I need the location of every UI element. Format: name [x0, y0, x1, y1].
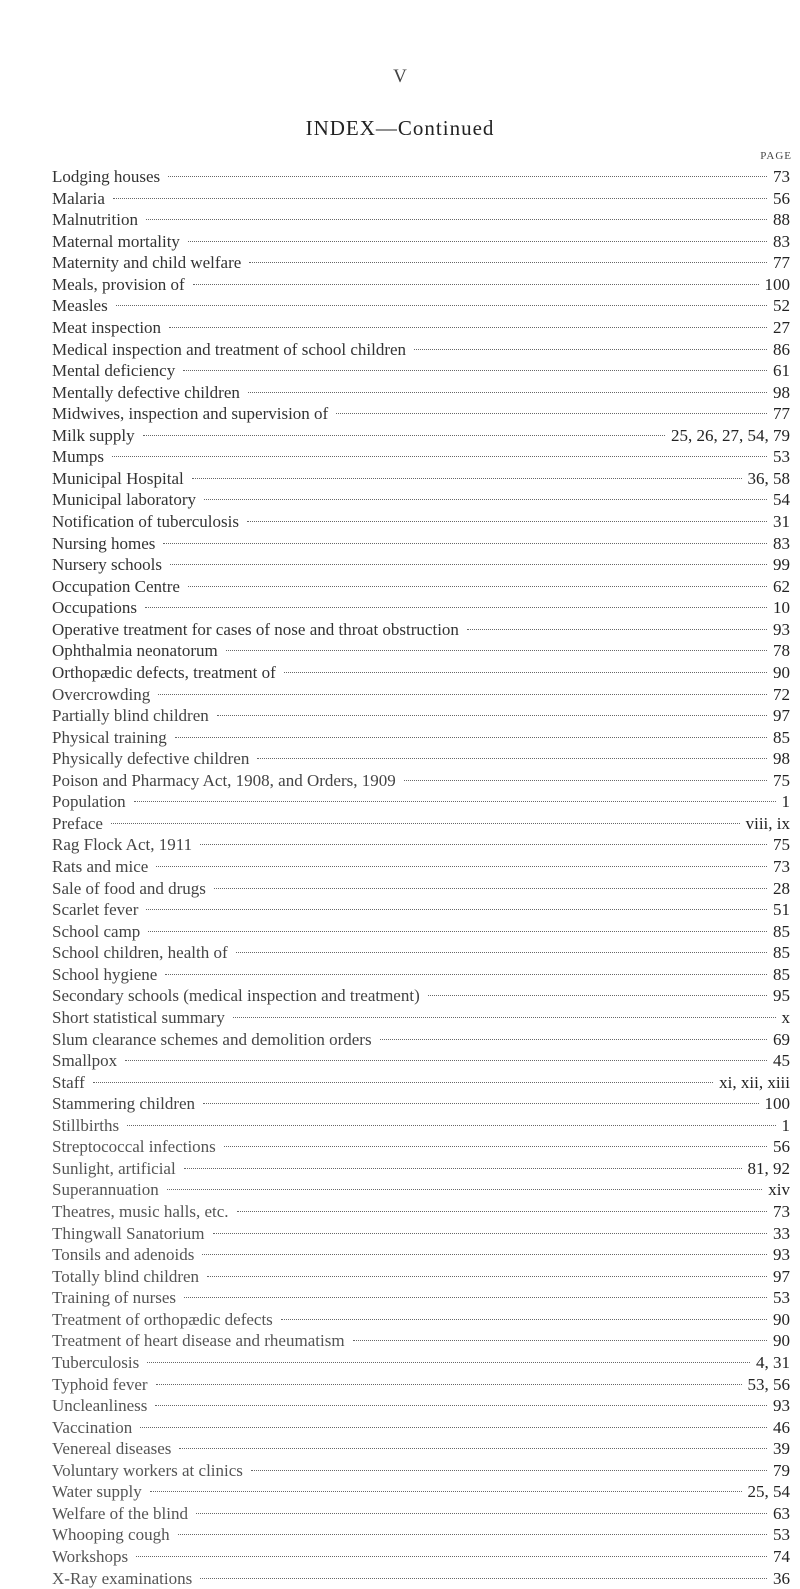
- index-entry-pages: 100: [764, 1094, 790, 1114]
- index-entry-pages: 61: [773, 361, 790, 381]
- index-entry-topic: Typhoid fever: [52, 1374, 148, 1394]
- index-entry-pages: 90: [773, 1331, 790, 1351]
- index-entry-topic: Voluntary workers at clinics: [52, 1460, 243, 1480]
- index-entry-topic: Preface: [52, 813, 103, 833]
- index-entry-topic: Theatres, music halls, etc.: [52, 1202, 229, 1221]
- index-entry-pages: 85: [773, 921, 790, 941]
- index-entry: [52, 274, 790, 296]
- index-entry: [52, 1093, 790, 1115]
- index-entry: [52, 252, 790, 274]
- dot-leader: [353, 1340, 767, 1341]
- dot-leader: [167, 1189, 763, 1190]
- index-entry-pages: 93: [773, 619, 790, 639]
- index-entry-pages: xiv: [768, 1180, 790, 1200]
- dot-leader: [143, 435, 665, 436]
- index-entry-topic: Municipal laboratory: [52, 490, 196, 510]
- dot-leader: [188, 586, 767, 587]
- index-entry-topic: Sale of food and drugs: [52, 878, 206, 898]
- index-entry: [52, 554, 790, 576]
- index-entry-pages: 83: [773, 533, 790, 553]
- index-entry-pages: 10: [773, 598, 790, 618]
- dot-leader: [192, 478, 742, 479]
- index-entry-pages: 73: [773, 167, 790, 186]
- index-entry-pages: 36: [773, 1568, 790, 1588]
- index-entry-topic: Venereal diseases: [52, 1439, 172, 1459]
- index-entry-pages: 53: [773, 447, 790, 467]
- index-entry-pages: 75: [773, 770, 790, 790]
- dot-leader: [156, 866, 767, 867]
- dot-leader: [236, 952, 767, 953]
- index-entry-pages: 46: [773, 1417, 790, 1437]
- index-entry: [52, 1072, 790, 1094]
- index-entries: [52, 166, 790, 1589]
- page-column-heading: PAGE: [760, 150, 792, 162]
- dot-leader: [111, 823, 740, 824]
- index-entry-topic: Maternal mortality: [52, 231, 180, 251]
- dot-leader: [148, 931, 767, 932]
- index-entry: [52, 1179, 790, 1201]
- dot-leader: [188, 241, 767, 242]
- index-entry: [52, 727, 790, 749]
- index-entry: [52, 360, 790, 382]
- index-entry-pages: 56: [773, 1137, 790, 1157]
- dot-leader: [237, 1211, 767, 1212]
- index-entry-topic: Water supply: [52, 1482, 142, 1502]
- dot-leader: [203, 1103, 758, 1104]
- index-entry-topic: Superannuation: [52, 1180, 159, 1200]
- index-entry-topic: Tuberculosis: [52, 1352, 140, 1372]
- dot-leader: [380, 1039, 767, 1040]
- index-entry-topic: Slum clearance schemes and demolition orders: [52, 1029, 372, 1049]
- index-entry-topic: Sunlight, artificial: [52, 1158, 176, 1178]
- index-entry-pages: 93: [773, 1396, 790, 1416]
- index-entry-pages: 28: [773, 878, 790, 898]
- index-entry-pages: 45: [773, 1051, 790, 1071]
- index-entry: [52, 1136, 790, 1158]
- dot-leader: [116, 305, 767, 306]
- index-entry: [52, 317, 790, 339]
- dot-leader: [404, 780, 767, 781]
- index-entry-topic: Nursing homes: [52, 533, 156, 553]
- index-entry: [52, 1244, 790, 1266]
- index-entry: [52, 403, 790, 425]
- index-entry-pages: 88: [773, 210, 790, 230]
- index-entry-topic: School children, health of: [52, 943, 228, 963]
- dot-leader: [467, 629, 767, 630]
- dot-leader: [175, 737, 767, 738]
- index-entry: [52, 1223, 790, 1245]
- dot-leader: [226, 650, 767, 651]
- index-entry-topic: Mumps: [52, 447, 104, 467]
- dot-leader: [207, 1276, 767, 1277]
- dot-leader: [145, 607, 767, 608]
- dot-leader: [169, 327, 767, 328]
- index-entry-pages: 77: [773, 404, 790, 424]
- index-entry: [52, 425, 790, 447]
- index-entry-pages: x: [781, 1007, 790, 1027]
- index-entry-pages: 33: [773, 1223, 790, 1243]
- index-entry-topic: Meals, provision of: [52, 274, 185, 294]
- index-entry: [52, 1309, 790, 1331]
- index-entry: [52, 1050, 790, 1072]
- index-entry-topic: Physically defective children: [52, 749, 250, 769]
- index-entry-pages: 1: [781, 792, 790, 812]
- dot-leader: [112, 456, 767, 457]
- index-entry: [52, 856, 790, 878]
- index-entry-topic: Mentally defective children: [52, 382, 240, 402]
- index-entry-pages: 69: [773, 1029, 790, 1049]
- index-entry: [52, 597, 790, 619]
- index-entry-topic: Orthopædic defects, treatment of: [52, 662, 276, 682]
- index-entry-topic: Secondary schools (medical inspection and treatment): [52, 986, 420, 1006]
- index-entry: [52, 1568, 790, 1589]
- dot-leader: [168, 176, 767, 177]
- dot-leader: [281, 1319, 767, 1320]
- index-entry-pages: 25, 26, 27, 54, 79: [671, 425, 790, 445]
- index-entry-topic: Uncleanliness: [52, 1396, 148, 1416]
- dot-leader: [213, 1233, 767, 1234]
- index-entry: [52, 834, 790, 856]
- index-entry: [52, 295, 790, 317]
- dot-leader: [150, 1491, 742, 1492]
- index-entry: [52, 1287, 790, 1309]
- index-entry-pages: 85: [773, 964, 790, 984]
- index-entry: [52, 705, 790, 727]
- dot-leader: [414, 349, 767, 350]
- dot-leader: [247, 521, 767, 522]
- dot-leader: [184, 1297, 767, 1298]
- dot-leader: [146, 909, 767, 910]
- dot-leader: [127, 1125, 775, 1126]
- index-entry: [52, 1266, 790, 1288]
- index-entry-pages: 1: [781, 1115, 790, 1135]
- index-entry: [52, 1330, 790, 1352]
- index-entry-topic: Mental deficiency: [52, 361, 176, 381]
- index-entry: [52, 1417, 790, 1439]
- index-entry-topic: Vaccination: [52, 1417, 133, 1437]
- index-entry: [52, 1029, 790, 1051]
- index-entry-topic: Overcrowding: [52, 684, 151, 704]
- dot-leader: [202, 1254, 767, 1255]
- index-entry: [52, 985, 790, 1007]
- index-entry-topic: Streptococcal infections: [52, 1137, 216, 1157]
- dot-leader: [158, 694, 767, 695]
- index-entry: [52, 188, 790, 210]
- index-entry-pages: xi, xii, xiii: [719, 1072, 790, 1092]
- index-entry-topic: Poison and Pharmacy Act, 1908, and Orders, 1909: [52, 770, 396, 790]
- index-entry-pages: 27: [773, 317, 790, 337]
- dot-leader: [336, 413, 767, 414]
- index-entry: [52, 576, 790, 598]
- index-entry-pages: 73: [773, 857, 790, 876]
- index-entry-pages: 93: [773, 1245, 790, 1265]
- dot-leader: [165, 974, 767, 975]
- index-entry-topic: Midwives, inspection and supervision of: [52, 404, 329, 424]
- index-entry-topic: Physical training: [52, 727, 167, 747]
- index-entry-pages: 98: [773, 749, 790, 769]
- index-entry-topic: Occupation Centre: [52, 576, 180, 596]
- dot-leader: [155, 1405, 767, 1406]
- index-entry-pages: 81, 92: [747, 1158, 790, 1178]
- dot-leader: [248, 392, 767, 393]
- dot-leader: [183, 370, 767, 371]
- index-entry-pages: 25, 54: [747, 1482, 790, 1502]
- index-entry-topic: School hygiene: [52, 964, 158, 984]
- index-entry: [52, 1438, 790, 1460]
- index-entry-pages: 99: [773, 555, 790, 575]
- index-entry-pages: 56: [773, 188, 790, 208]
- index-entry: [52, 619, 790, 641]
- index-entry: [52, 1460, 790, 1482]
- index-entry-topic: Ophthalmia neonatorum: [52, 641, 218, 661]
- index-entry-topic: Rag Flock Act, 1911: [52, 835, 193, 855]
- index-entry-pages: 74: [773, 1547, 790, 1566]
- dot-leader: [257, 758, 767, 759]
- index-entry: [52, 1201, 790, 1223]
- index-entry: [52, 382, 790, 404]
- dot-leader: [284, 672, 767, 673]
- index-entry: [52, 511, 790, 533]
- dot-leader: [251, 1470, 767, 1471]
- index-entry-pages: 53: [773, 1525, 790, 1545]
- index-entry-topic: Milk supply: [52, 425, 135, 445]
- dot-leader: [170, 564, 767, 565]
- index-entry-topic: Malnutrition: [52, 210, 138, 230]
- index-entry: [52, 942, 790, 964]
- index-entry-topic: Thingwall Sanatorium: [52, 1223, 205, 1243]
- index-entry-pages: 79: [773, 1460, 790, 1480]
- index-entry-pages: 51: [773, 900, 790, 920]
- index-entry: [52, 446, 790, 468]
- index-entry-pages: 54: [773, 490, 790, 510]
- dot-leader: [136, 1556, 767, 1557]
- dot-leader: [217, 715, 767, 716]
- index-entry-pages: 85: [773, 943, 790, 963]
- index-entry: [52, 1374, 790, 1396]
- dot-leader: [93, 1082, 713, 1083]
- index-entry: [52, 1395, 790, 1417]
- index-entry-pages: 78: [773, 641, 790, 661]
- index-entry-pages: 90: [773, 1309, 790, 1329]
- index-entry-topic: Smallpox: [52, 1051, 118, 1071]
- index-entry-pages: 72: [773, 684, 790, 704]
- index-entry-topic: Treatment of heart disease and rheumatism: [52, 1331, 345, 1351]
- index-entry-pages: 98: [773, 382, 790, 402]
- index-entry-pages: 100: [764, 274, 790, 294]
- index-entry-topic: Totally blind children: [52, 1266, 200, 1286]
- dot-leader: [113, 198, 767, 199]
- dot-leader: [147, 1362, 750, 1363]
- index-entry-topic: Stillbirths: [52, 1115, 120, 1135]
- index-entry: [52, 1546, 790, 1568]
- dot-leader: [200, 844, 767, 845]
- index-entry: [52, 339, 790, 361]
- dot-leader: [204, 499, 767, 500]
- index-entry: [52, 878, 790, 900]
- index-entry-pages: 85: [773, 727, 790, 747]
- index-entry: [52, 748, 790, 770]
- index-entry: [52, 899, 790, 921]
- index-entry-pages: 97: [773, 1266, 790, 1286]
- index-entry: [52, 770, 790, 792]
- index-entry-pages: 4, 31: [756, 1352, 790, 1372]
- index-entry-topic: Nursery schools: [52, 555, 163, 575]
- index-entry: [52, 231, 790, 253]
- index-entry: [52, 468, 790, 490]
- dot-leader: [179, 1448, 767, 1449]
- index-entry-pages: 97: [773, 706, 790, 726]
- index-entry: [52, 489, 790, 511]
- index-entry: [52, 1524, 790, 1546]
- index-entry-topic: Measles: [52, 296, 108, 316]
- index-entry-topic: X-Ray examinations: [52, 1568, 193, 1588]
- index-entry: [52, 1481, 790, 1503]
- page-number: V: [393, 66, 407, 87]
- index-entry: [52, 791, 790, 813]
- index-entry-pages: 77: [773, 253, 790, 273]
- index-entry-topic: Stammering children: [52, 1094, 196, 1114]
- index-entry-topic: Meat inspection: [52, 317, 162, 337]
- index-entry-pages: 86: [773, 339, 790, 359]
- index-entry-pages: 73: [773, 1202, 790, 1221]
- dot-leader: [125, 1060, 767, 1061]
- index-entry-topic: Short statistical summary: [52, 1007, 225, 1027]
- dot-leader: [134, 801, 776, 802]
- dot-leader: [184, 1168, 742, 1169]
- index-entry: [52, 964, 790, 986]
- index-entry-pages: viii, ix: [745, 813, 790, 833]
- index-entry-topic: Rats and mice: [52, 857, 149, 876]
- index-entry-pages: 62: [773, 576, 790, 596]
- index-entry-pages: 53: [773, 1288, 790, 1308]
- page-title: INDEX—Continued: [305, 116, 495, 140]
- index-entry-topic: Municipal Hospital: [52, 468, 184, 488]
- dot-leader: [214, 888, 767, 889]
- dot-leader: [163, 543, 767, 544]
- index-entry-topic: Workshops: [52, 1547, 129, 1566]
- dot-leader: [193, 284, 759, 285]
- index-entry-pages: 95: [773, 986, 790, 1006]
- index-entry: [52, 1007, 790, 1029]
- index-entry-topic: Training of nurses: [52, 1288, 177, 1308]
- index-entry-topic: Population: [52, 792, 126, 812]
- index-entry: [52, 640, 790, 662]
- index-entry: [52, 533, 790, 555]
- index-entry-pages: 83: [773, 231, 790, 251]
- index-entry-pages: 39: [773, 1439, 790, 1459]
- index-entry: [52, 662, 790, 684]
- index-entry-topic: Scarlet fever: [52, 900, 139, 920]
- index-entry-topic: Operative treatment for cases of nose and throat obstruction: [52, 619, 459, 639]
- index-entry: [52, 209, 790, 231]
- dot-leader: [224, 1146, 767, 1147]
- dot-leader: [249, 262, 767, 263]
- index-entry-topic: Tonsils and adenoids: [52, 1245, 195, 1265]
- index-entry-pages: 52: [773, 296, 790, 316]
- index-entry: [52, 921, 790, 943]
- index-entry-topic: Staff: [52, 1072, 85, 1092]
- dot-leader: [200, 1578, 767, 1579]
- dot-leader: [146, 219, 767, 220]
- index-entry-topic: Medical inspection and treatment of school children: [52, 339, 407, 359]
- index-entry-topic: Whooping cough: [52, 1525, 170, 1545]
- index-entry-topic: Treatment of orthopædic defects: [52, 1309, 273, 1329]
- dot-leader: [196, 1513, 767, 1514]
- dot-leader: [178, 1534, 767, 1535]
- dot-leader: [233, 1017, 776, 1018]
- index-entry-topic: School camp: [52, 921, 141, 941]
- index-entry-topic: Occupations: [52, 598, 137, 618]
- index-entry: [52, 1503, 790, 1525]
- index-entry-pages: 90: [773, 662, 790, 682]
- index-entry-topic: Partially blind children: [52, 706, 209, 726]
- index-entry: [52, 1115, 790, 1137]
- index-entry-topic: Welfare of the blind: [52, 1503, 188, 1523]
- dot-leader: [140, 1427, 767, 1428]
- index-entry: [52, 813, 790, 835]
- index-entry: [52, 166, 790, 188]
- dot-leader: [428, 995, 767, 996]
- index-entry-topic: Lodging houses: [52, 167, 161, 186]
- index-entry-pages: 53, 56: [747, 1374, 790, 1394]
- index-entry-pages: 31: [773, 512, 790, 531]
- dot-leader: [156, 1384, 742, 1385]
- index-entry: [52, 684, 790, 706]
- index-entry: [52, 1352, 790, 1374]
- index-entry: [52, 1158, 790, 1180]
- index-entry-pages: 36, 58: [747, 468, 790, 488]
- index-entry-topic: Maternity and child welfare: [52, 253, 242, 273]
- index-entry-pages: 75: [773, 835, 790, 855]
- index-entry-topic: Malaria: [52, 188, 105, 208]
- index-entry-pages: 63: [773, 1503, 790, 1523]
- index-entry-topic: Notification of tuberculosis: [52, 512, 239, 531]
